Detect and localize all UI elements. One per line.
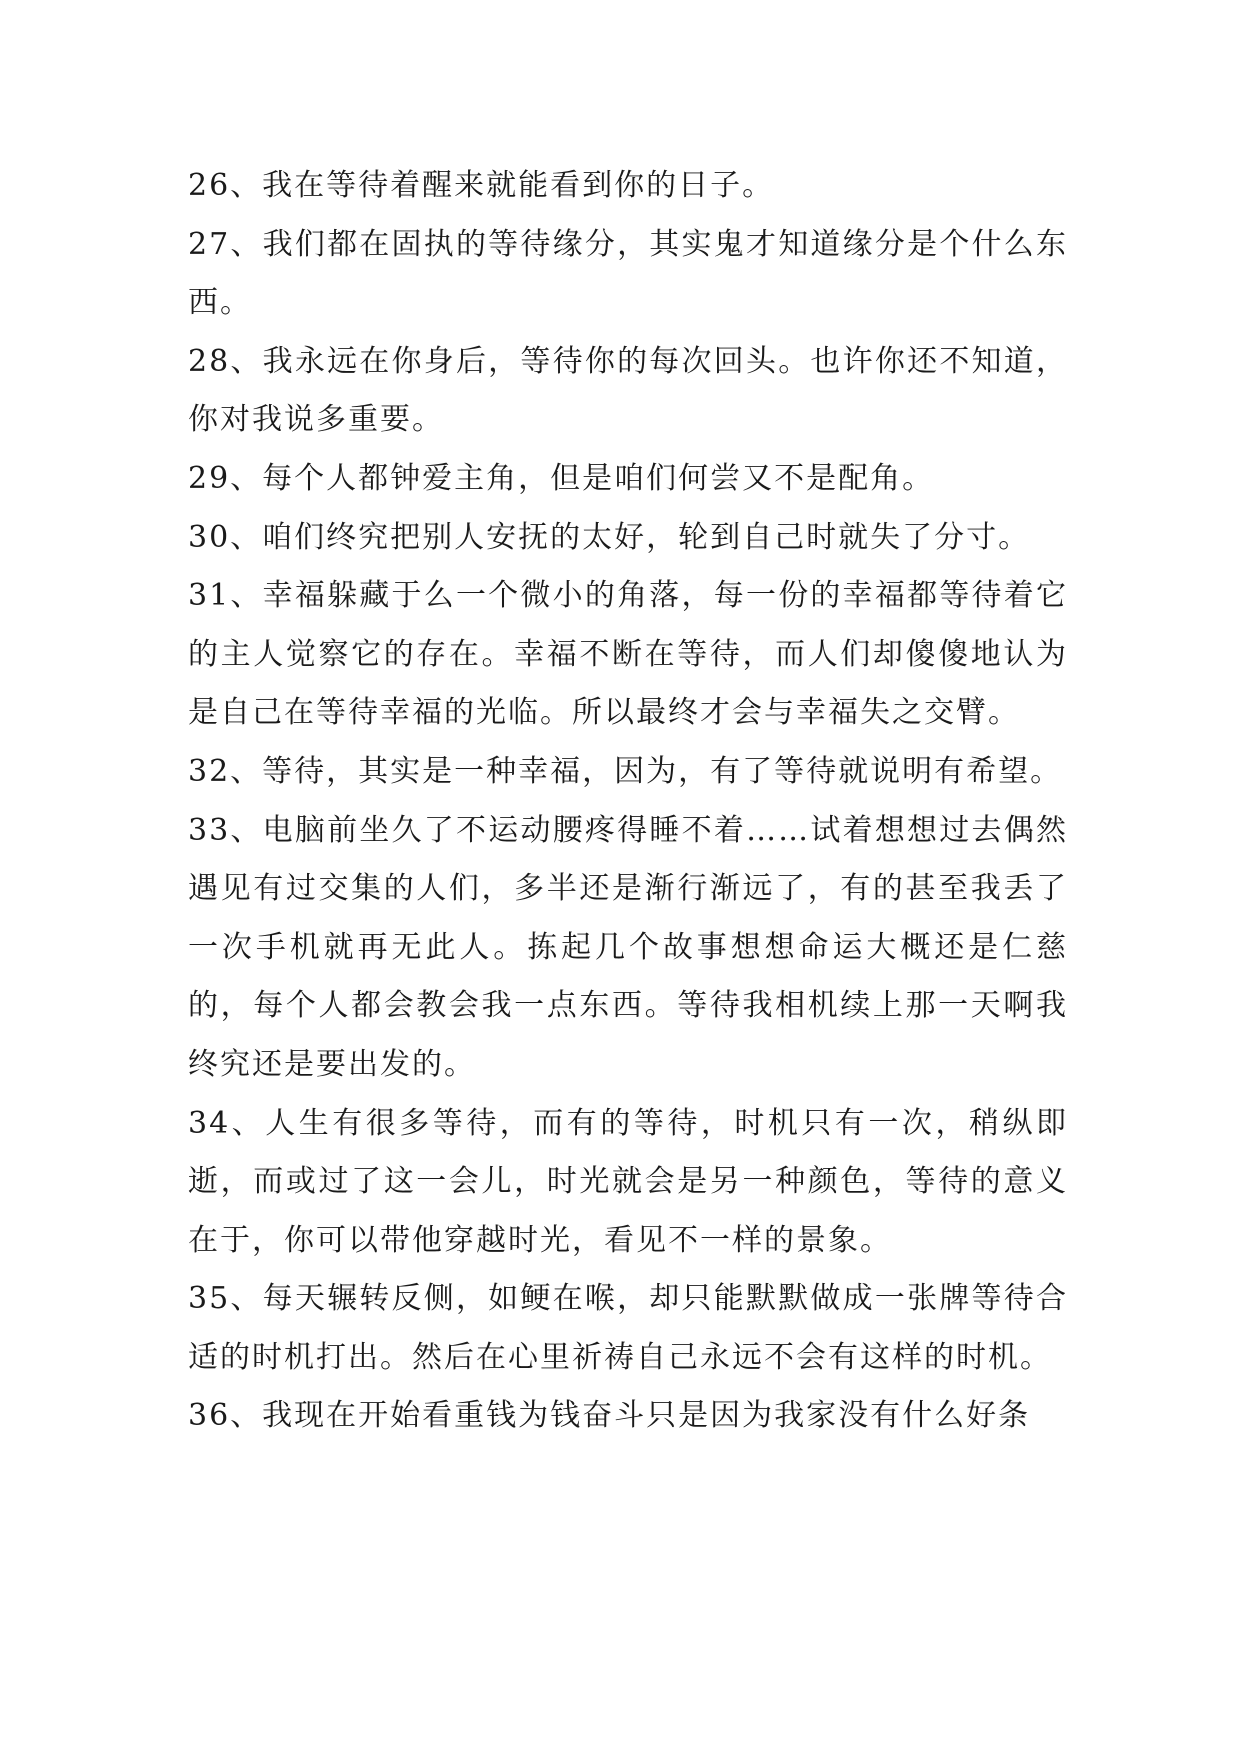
paragraph-36: 36、我现在开始看重钱为钱奋斗只是因为我家没有什么好条	[188, 1398, 1031, 1434]
paragraph-34: 34、人生有很多等待，而有的等待，时机只有一次，稍纵即逝，而或过了这一会儿，时光就会是另一种颜色，等待的意义在于，你可以带他穿越时光，看见不一样的景象。	[188, 1105, 1068, 1258]
paragraph-26: 26、我在等待着醒来就能看到你的日子。	[188, 168, 775, 203]
paragraph-30: 30、咱们终究把别人安抚的太好，轮到自己时就失了分寸。	[188, 519, 1031, 555]
paragraph-31: 31、幸福躲藏于么一个微小的角落，每一份的幸福都等待着它的主人觉察它的存在。幸福不断在等待，而人们却傻傻地认为是自己在等待幸福的光临。所以最终才会与幸福失之交臂。	[188, 578, 1068, 731]
paragraph-28: 28、我永远在你身后，等待你的每次回头。也许你还不知道，你对我说多重要。	[188, 343, 1068, 438]
paragraph-27: 27、我们都在固执的等待缘分，其实鬼才知道缘分是个什么东西。	[188, 226, 1068, 321]
paragraph-35: 35、每天辗转反侧，如鲠在喉，却只能默默做成一张牌等待合适的时机打出。然后在心里祈祷自己永远不会有这样的时机。	[188, 1281, 1068, 1375]
paragraph-29: 29、每个人都钟爱主角，但是咱们何尝又不是配角。	[188, 460, 935, 496]
paragraph-33: 33、电脑前坐久了不运动腰疼得睡不着……试着想想过去偶然遇见有过交集的人们，多半还是渐行渐远了，有的甚至我丢了一次手机就再无此人。拣起几个故事想想命运大概还是仁慈的，每个人都会教会我一点东西。等待我相机续上那一天啊我终究还是要出发的。	[188, 812, 1068, 1082]
document-body	[188, 157, 1068, 1446]
paragraph-32: 32、等待，其实是一种幸福，因为，有了等待就说明有希望。	[188, 753, 1063, 789]
